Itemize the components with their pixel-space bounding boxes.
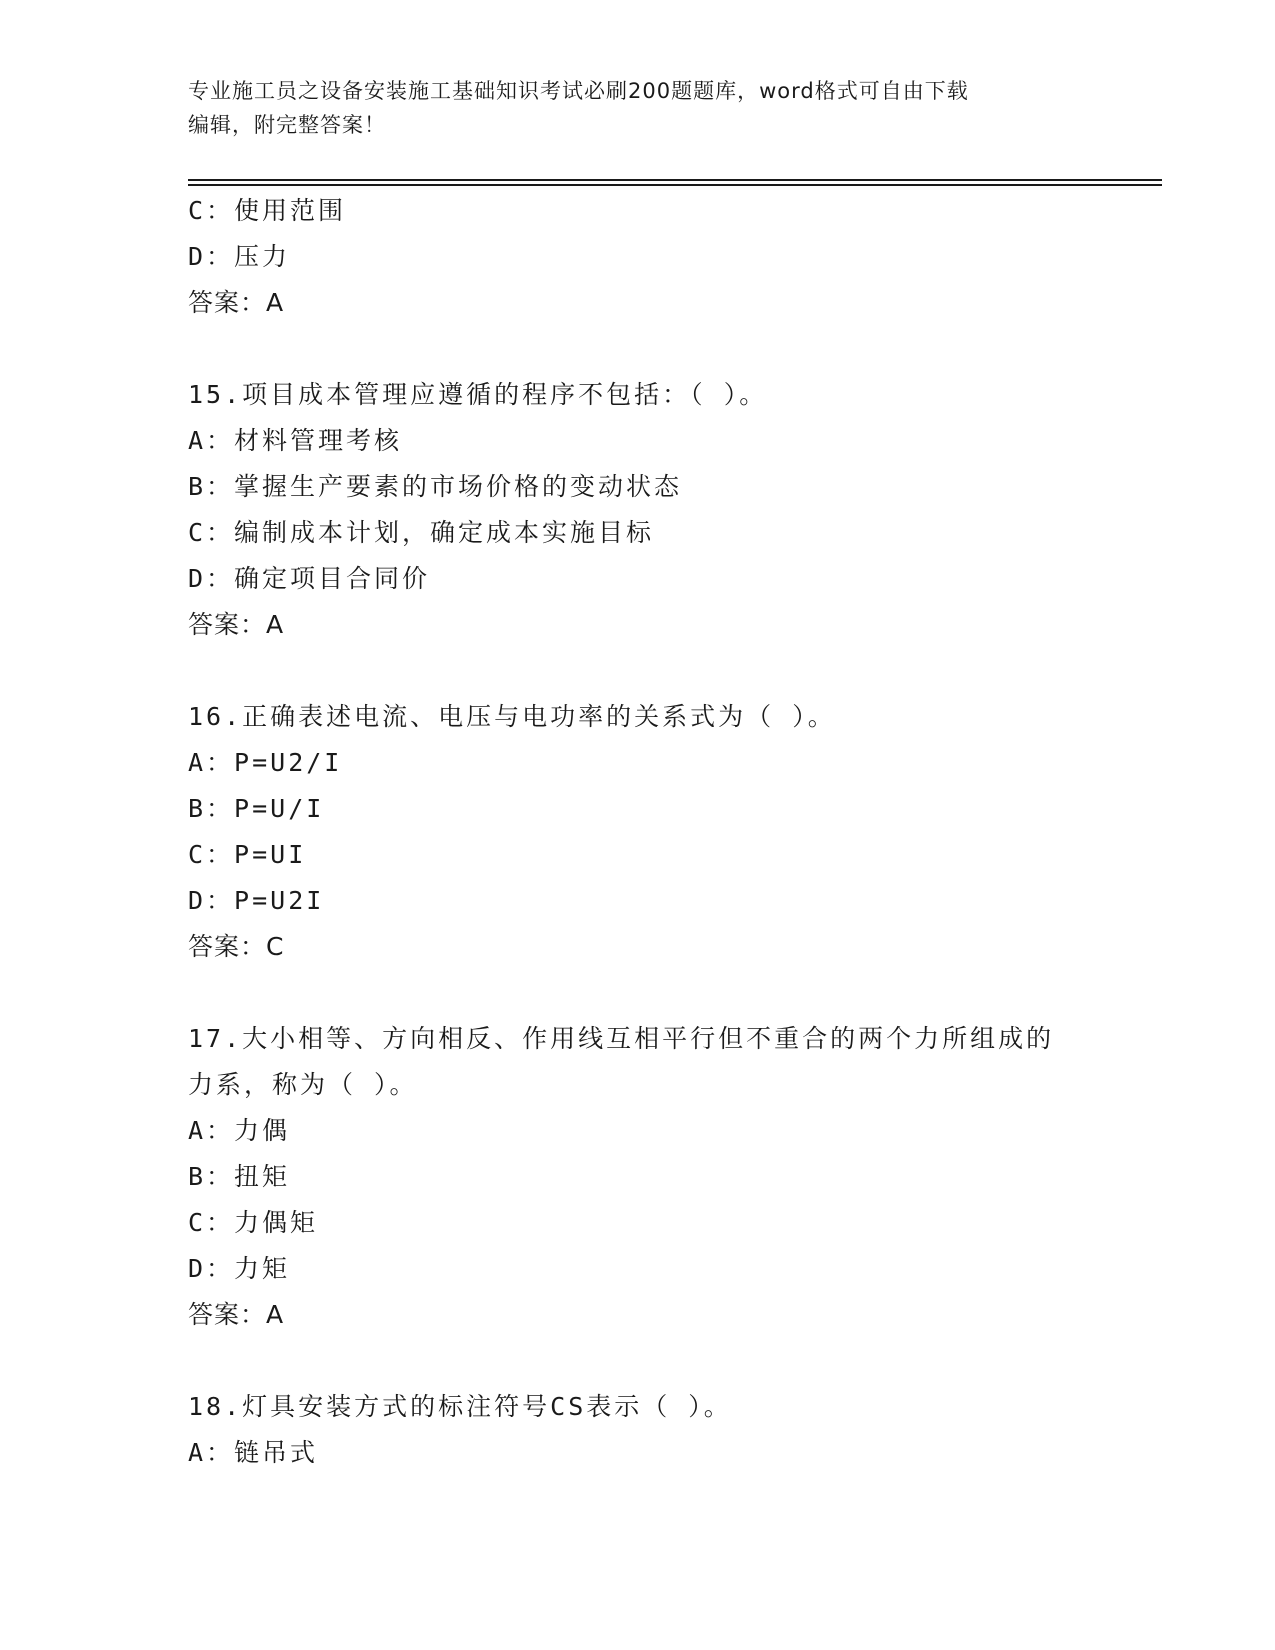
option-b: B：掌握生产要素的市场价格的变动状态 [188,472,683,501]
option-b: B：P=U/I [188,794,325,823]
question-text: 16.正确表述电流、电压与电功率的关系式为（ ）。 [188,702,836,731]
option-c: C：力偶矩 [188,1208,319,1237]
option-a: A：力偶 [188,1116,291,1145]
option-c: C：P=UI [188,840,307,869]
question-text-line-1: 17.大小相等、方向相反、作用线互相平行但不重合的两个力所组成的 [188,1024,1055,1053]
option-d: D：力矩 [188,1254,291,1283]
header-divider-top [188,179,1162,181]
question-text: 18.灯具安装方式的标注符号CS表示（ ）。 [188,1392,732,1421]
answer-line: 答案：A [188,610,285,639]
option-a: A：链吊式 [188,1438,319,1467]
header-line-1: 专业施工员之设备安装施工基础知识考试必刷200题题库，word格式可自由下载 [188,79,969,103]
spacer [188,326,1088,372]
question-block-17 [188,1016,1088,1338]
option-c: C：编制成本计划，确定成本实施目标 [188,518,655,547]
option-d: D：压力 [188,242,291,271]
option-a: A：材料管理考核 [188,426,403,455]
question-block-14 [188,188,1088,326]
answer-line: 答案：A [188,288,285,317]
question-block-15 [188,372,1088,648]
spacer [188,648,1088,694]
option-b: B：扭矩 [188,1162,291,1191]
option-d: D：P=U2I [188,886,325,915]
option-d: D：确定项目合同价 [188,564,431,593]
header-divider-bottom [188,184,1162,186]
document-header [188,74,1088,142]
question-text: 15.项目成本管理应遵循的程序不包括：（ ）。 [188,380,768,409]
option-a: A：P=U2/I [188,748,343,777]
answer-line: 答案：A [188,1300,285,1329]
spacer [188,970,1088,1016]
question-list [188,188,1088,1476]
question-block-16 [188,694,1088,970]
answer-line: 答案：C [188,932,285,961]
header-line-2: 编辑，附完整答案！ [188,113,386,137]
question-text-line-2: 力系，称为（ ）。 [188,1070,418,1099]
question-block-18 [188,1384,1088,1476]
spacer [188,1338,1088,1384]
option-c: C：使用范围 [188,196,347,225]
